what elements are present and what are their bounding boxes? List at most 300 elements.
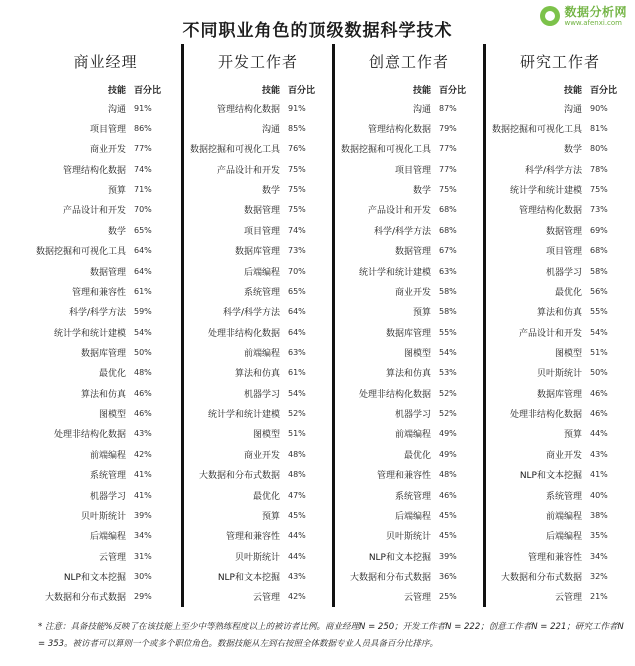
- table-row: [30, 587, 181, 607]
- skill-percent: 48%: [288, 449, 306, 459]
- skill-column-header: 技能: [261, 85, 280, 96]
- skill-name: 图模型: [252, 430, 280, 441]
- percent-column-header: 百分比: [590, 85, 618, 96]
- skill-name: 系统管理: [243, 287, 280, 298]
- table-row: [335, 444, 483, 464]
- skill-percent: 46%: [134, 409, 152, 419]
- skill-percent: 51%: [590, 347, 608, 357]
- role-heading: 创意工作者: [368, 53, 449, 71]
- table-row: [30, 118, 181, 138]
- skill-percent: 58%: [590, 266, 608, 276]
- skill-percent: 77%: [439, 144, 457, 154]
- skill-name: 科学/科学方法: [373, 226, 431, 237]
- skill-name: 贝叶斯统计: [234, 552, 280, 563]
- skill-name: 算法和仿真: [536, 308, 582, 319]
- skill-percent: 75%: [288, 185, 306, 195]
- skill-percent: 54%: [288, 388, 306, 398]
- skill-name: 贝叶斯统计: [385, 532, 431, 543]
- skill-name: 系统管理: [545, 491, 582, 502]
- table-row: [486, 322, 634, 342]
- skill-name: 管理结构化数据: [367, 125, 431, 136]
- table-row: [30, 261, 181, 281]
- skill-percent: 71%: [134, 185, 152, 195]
- table-row: [335, 302, 483, 322]
- skill-percent: 67%: [439, 246, 457, 256]
- table-row: [486, 302, 634, 322]
- skill-percent: 52%: [288, 409, 306, 419]
- skill-percent: 75%: [288, 164, 306, 174]
- skill-name: 机器学习: [89, 491, 126, 502]
- skill-percent: 77%: [134, 144, 152, 154]
- role-column: [181, 44, 332, 607]
- skill-name: 后端编程: [545, 532, 582, 543]
- skill-percent: 68%: [439, 205, 457, 215]
- table-row: [486, 220, 634, 240]
- skill-percent: 68%: [590, 246, 608, 256]
- skill-name: 管理结构化数据: [518, 206, 582, 217]
- table-row: [486, 546, 634, 566]
- skill-name: 数据挖掘和可视化工具: [340, 145, 431, 156]
- skill-name: 前端编程: [394, 430, 431, 441]
- table-row: [335, 485, 483, 505]
- skill-percent: 42%: [134, 449, 152, 459]
- skill-name: 数据管理: [545, 226, 582, 237]
- table-row: [335, 383, 483, 403]
- skill-name: NLP和文本挖掘: [368, 552, 431, 563]
- skill-name: 统计学和统计建模: [53, 328, 126, 339]
- skill-name: 大数据和分布式数据: [198, 471, 280, 482]
- skill-name: 处理非结构化数据: [53, 430, 126, 441]
- skill-percent: 40%: [590, 490, 608, 500]
- skill-percent: 41%: [134, 490, 152, 500]
- table-row: [486, 444, 634, 464]
- skill-name: 数学: [563, 145, 582, 156]
- skill-percent: 69%: [590, 225, 608, 235]
- skill-percent: 52%: [439, 409, 457, 419]
- table-row: [335, 342, 483, 362]
- skill-percent: 65%: [134, 225, 152, 235]
- skill-percent: 64%: [288, 327, 306, 337]
- percent-column-header: 百分比: [134, 85, 162, 96]
- skill-name: 管理和兼容性: [71, 287, 126, 298]
- skill-percent: 53%: [439, 368, 457, 378]
- skill-percent: 73%: [288, 246, 306, 256]
- skill-percent: 29%: [134, 592, 152, 602]
- skill-column-header: 技能: [563, 85, 582, 96]
- skill-percent: 54%: [134, 327, 152, 337]
- skill-percent: 70%: [288, 266, 306, 276]
- table-row: [30, 485, 181, 505]
- table-row: [30, 403, 181, 423]
- table-row: [335, 220, 483, 240]
- skill-percent: 61%: [288, 368, 306, 378]
- table-row: [184, 220, 332, 240]
- skill-percent: 46%: [590, 388, 608, 398]
- skill-name: 处理非结构化数据: [207, 328, 280, 339]
- role-heading: 开发工作者: [217, 53, 298, 71]
- skill-percent: 91%: [134, 103, 152, 113]
- skill-percent: 64%: [288, 307, 306, 317]
- table-row: [184, 587, 332, 607]
- skill-name: 管理结构化数据: [62, 165, 126, 176]
- skill-percent: 34%: [590, 551, 608, 561]
- skill-percent: 74%: [288, 225, 306, 235]
- skill-name: 算法和仿真: [385, 369, 431, 380]
- skill-name: NLP和文本挖掘: [519, 471, 582, 482]
- table-row: [335, 464, 483, 484]
- skill-name: 数学: [412, 186, 431, 197]
- table-row: [486, 200, 634, 220]
- table-row: [486, 281, 634, 301]
- skill-percent: 54%: [439, 347, 457, 357]
- table-row: [486, 98, 634, 118]
- skill-name: 科学/科学方法: [524, 165, 582, 176]
- table-row: [486, 485, 634, 505]
- table-row: [335, 281, 483, 301]
- role-columns: [30, 44, 635, 607]
- skill-percent: 46%: [134, 388, 152, 398]
- table-row: [486, 505, 634, 525]
- role-column: [483, 44, 634, 607]
- skill-column-header: 技能: [107, 85, 126, 96]
- skill-name: 数学: [107, 226, 126, 237]
- skill-name: 贝叶斯统计: [80, 511, 126, 522]
- table-row: [184, 98, 332, 118]
- skill-name: 处理非结构化数据: [509, 410, 582, 421]
- skill-name: 商业开发: [545, 450, 582, 461]
- skill-name: 预算: [563, 430, 582, 441]
- skill-percent: 47%: [288, 490, 306, 500]
- table-row: [184, 485, 332, 505]
- table-row: [335, 403, 483, 423]
- skill-percent: 39%: [439, 551, 457, 561]
- table-row: [184, 363, 332, 383]
- skill-percent: 35%: [590, 531, 608, 541]
- skill-name: 沟通: [563, 104, 582, 115]
- skill-percent: 79%: [439, 124, 457, 134]
- skill-name: 数据挖掘和可视化工具: [35, 247, 126, 258]
- table-row: [184, 464, 332, 484]
- table-row: [335, 587, 483, 607]
- skill-percent: 50%: [134, 347, 152, 357]
- skill-name: 产品设计和开发: [216, 165, 280, 176]
- skill-percent: 44%: [590, 429, 608, 439]
- skill-percent: 73%: [590, 205, 608, 215]
- skill-percent: 49%: [439, 429, 457, 439]
- table-row: [30, 566, 181, 586]
- table-row: [30, 342, 181, 362]
- column-header-row: [30, 80, 181, 98]
- table-row: [335, 261, 483, 281]
- skill-name: 管理和兼容性: [225, 532, 280, 543]
- skill-percent: 55%: [439, 327, 457, 337]
- skill-name: 数据挖掘和可视化工具: [491, 125, 582, 136]
- table-row: [184, 383, 332, 403]
- role-heading: 商业经理: [73, 53, 138, 71]
- skill-name: NLP和文本挖掘: [217, 572, 280, 583]
- skill-name: 前端编程: [89, 450, 126, 461]
- table-row: [184, 566, 332, 586]
- skill-percent: 45%: [439, 531, 457, 541]
- skill-percent: 75%: [288, 205, 306, 215]
- skill-name: NLP和文本挖掘: [63, 572, 126, 583]
- table-row: [486, 566, 634, 586]
- table-row: [486, 363, 634, 383]
- skill-percent: 56%: [590, 286, 608, 296]
- table-row: [335, 424, 483, 444]
- skill-percent: 70%: [134, 205, 152, 215]
- table-row: [335, 363, 483, 383]
- role-column: [332, 44, 483, 607]
- table-row: [184, 403, 332, 423]
- skill-percent: 76%: [288, 144, 306, 154]
- table-row: [30, 200, 181, 220]
- table-row: [335, 526, 483, 546]
- skill-name: 处理非结构化数据: [358, 389, 431, 400]
- skill-percent: 90%: [590, 103, 608, 113]
- skill-name: 商业开发: [243, 450, 280, 461]
- skill-percent: 31%: [134, 551, 152, 561]
- table-row: [335, 179, 483, 199]
- skill-name: 产品设计和开发: [367, 206, 431, 217]
- skill-name: 预算: [107, 186, 126, 197]
- skill-name: 管理和兼容性: [527, 552, 582, 563]
- skill-percent: 30%: [134, 571, 152, 581]
- table-row: [30, 302, 181, 322]
- skill-percent: 63%: [288, 347, 306, 357]
- table-row: [30, 98, 181, 118]
- table-row: [486, 159, 634, 179]
- skill-percent: 81%: [590, 124, 608, 134]
- skill-percent: 43%: [288, 571, 306, 581]
- table-row: [486, 587, 634, 607]
- skill-percent: 54%: [590, 327, 608, 337]
- page-title: 不同职业角色的顶级数据科学技术: [182, 21, 453, 41]
- skill-name: 数据库管理: [536, 389, 582, 400]
- table-row: [184, 241, 332, 261]
- table-row: [486, 383, 634, 403]
- percent-column-header: 百分比: [288, 85, 316, 96]
- table-row: [335, 241, 483, 261]
- table-row: [184, 424, 332, 444]
- table-row: [486, 424, 634, 444]
- table-row: [184, 200, 332, 220]
- skill-percent: 51%: [288, 429, 306, 439]
- skill-percent: 65%: [288, 286, 306, 296]
- skill-percent: 64%: [134, 246, 152, 256]
- skill-percent: 38%: [590, 510, 608, 520]
- table-row: [30, 546, 181, 566]
- skill-percent: 55%: [590, 307, 608, 317]
- footnote: * 注意：具备技能%反映了在该技能上至少中等熟练程度以上的被访者比例。商业经理N = 250；开发工作者N = 222；创意工作者N = 221；研究工作者N = 353。被访者可以算则一个或多个职位角色。数据技能从左到右按照全体数据专业人员具备百分比排序。: [38, 622, 624, 649]
- skill-name: 大数据和分布式数据: [500, 572, 582, 583]
- skill-percent: 45%: [439, 510, 457, 520]
- table-row: [30, 179, 181, 199]
- skill-name: 算法和仿真: [80, 389, 126, 400]
- skill-percent: 78%: [590, 164, 608, 174]
- skill-name: 项目管理: [545, 247, 582, 258]
- skill-name: 管理结构化数据: [216, 104, 280, 115]
- skill-percent: 49%: [439, 449, 457, 459]
- table-row: [335, 566, 483, 586]
- table-row: [30, 464, 181, 484]
- table-row: [335, 322, 483, 342]
- table-row: [335, 139, 483, 159]
- skill-name: 预算: [261, 511, 280, 522]
- skill-name: 产品设计和开发: [518, 328, 582, 339]
- skill-percent: 44%: [288, 551, 306, 561]
- skill-name: 数据管理: [394, 247, 431, 258]
- skill-name: 商业开发: [394, 287, 431, 298]
- skill-percent: 46%: [439, 490, 457, 500]
- skill-name: 前端编程: [243, 348, 280, 359]
- table-row: [184, 302, 332, 322]
- skill-percent: 45%: [288, 510, 306, 520]
- skill-name: 系统管理: [89, 471, 126, 482]
- skill-percent: 48%: [439, 470, 457, 480]
- skill-name: 云管理: [554, 593, 582, 604]
- logo-url: www.afenxi.com: [564, 18, 623, 27]
- skill-percent: 43%: [590, 449, 608, 459]
- table-row: [486, 526, 634, 546]
- skill-percent: 86%: [134, 124, 152, 134]
- table-row: [30, 241, 181, 261]
- skill-percent: 64%: [134, 266, 152, 276]
- table-row: [335, 546, 483, 566]
- skill-name: 后端编程: [394, 511, 431, 522]
- skill-percent: 77%: [439, 164, 457, 174]
- skill-name: 沟通: [261, 125, 280, 136]
- skill-name: 云管理: [252, 593, 280, 604]
- skill-name: 数据库管理: [80, 348, 126, 359]
- skill-percent: 58%: [439, 286, 457, 296]
- table-row: [184, 118, 332, 138]
- table-row: [335, 118, 483, 138]
- skill-percent: 68%: [439, 225, 457, 235]
- skill-name: 大数据和分布式数据: [349, 572, 431, 583]
- skill-name: 最优化: [403, 450, 431, 461]
- skill-percent: 75%: [590, 185, 608, 195]
- skill-percent: 41%: [590, 470, 608, 480]
- role-heading: 研究工作者: [519, 53, 600, 71]
- table-row: [184, 342, 332, 362]
- skill-percent: 48%: [134, 368, 152, 378]
- table-row: [184, 322, 332, 342]
- skill-percent: 41%: [134, 470, 152, 480]
- skill-name: 统计学和统计建模: [207, 410, 280, 421]
- skill-name: 云管理: [98, 552, 126, 563]
- table-row: [184, 505, 332, 525]
- skill-percent: 50%: [590, 368, 608, 378]
- table-row: [30, 281, 181, 301]
- skill-name: 项目管理: [89, 125, 126, 136]
- skill-name: 后端编程: [89, 532, 126, 543]
- table-row: [486, 342, 634, 362]
- skill-percent: 59%: [134, 307, 152, 317]
- skill-name: 数据库管理: [385, 328, 431, 339]
- skill-percent: 43%: [134, 429, 152, 439]
- skill-name: 最优化: [554, 287, 582, 298]
- table-row: [184, 261, 332, 281]
- skill-percent: 34%: [134, 531, 152, 541]
- skill-name: 大数据和分布式数据: [44, 593, 126, 604]
- table-row: [30, 139, 181, 159]
- column-header-row: [184, 80, 332, 98]
- skill-name: 产品设计和开发: [62, 206, 126, 217]
- skill-name: 图模型: [403, 348, 431, 359]
- skill-name: 算法和仿真: [234, 369, 280, 380]
- skill-name: 数学: [261, 186, 280, 197]
- table-row: [335, 200, 483, 220]
- table-row: [486, 464, 634, 484]
- skill-percent: 87%: [439, 103, 457, 113]
- table-row: [30, 322, 181, 342]
- table-row: [30, 383, 181, 403]
- table-row: [30, 505, 181, 525]
- skill-name: 机器学习: [545, 267, 582, 278]
- table-row: [486, 118, 634, 138]
- skill-name: 数据挖掘和可视化工具: [189, 145, 280, 156]
- table-row: [30, 424, 181, 444]
- percent-column-header: 百分比: [439, 85, 467, 96]
- skill-name: 系统管理: [394, 491, 431, 502]
- skill-name: 商业开发: [89, 145, 126, 156]
- skill-name: 项目管理: [243, 226, 280, 237]
- table-row: [335, 98, 483, 118]
- table-row: [335, 159, 483, 179]
- skill-name: 预算: [412, 308, 431, 319]
- skill-name: 数据管理: [89, 267, 126, 278]
- skill-percent: 46%: [590, 409, 608, 419]
- skill-percent: 39%: [134, 510, 152, 520]
- skill-percent: 42%: [288, 592, 306, 602]
- skill-column-header: 技能: [412, 85, 431, 96]
- table-row: [184, 281, 332, 301]
- skill-percent: 63%: [439, 266, 457, 276]
- skill-name: 云管理: [403, 593, 431, 604]
- skill-name: 最优化: [98, 369, 126, 380]
- skill-name: 统计学和统计建模: [358, 267, 431, 278]
- column-header-row: [335, 80, 483, 98]
- skill-name: 沟通: [412, 104, 431, 115]
- role-column: [30, 44, 181, 607]
- table-row: [486, 179, 634, 199]
- table-row: [30, 444, 181, 464]
- table-row: [30, 220, 181, 240]
- table-row: [184, 526, 332, 546]
- table-row: [184, 179, 332, 199]
- skill-name: 后端编程: [243, 267, 280, 278]
- skill-name: 机器学习: [394, 410, 431, 421]
- skill-percent: 52%: [439, 388, 457, 398]
- table-row: [30, 526, 181, 546]
- skill-percent: 58%: [439, 307, 457, 317]
- skill-name: 数据库管理: [234, 247, 280, 258]
- skill-percent: 32%: [590, 571, 608, 581]
- table-row: [486, 261, 634, 281]
- skill-name: 最优化: [252, 491, 280, 502]
- skill-name: 数据管理: [243, 206, 280, 217]
- skill-percent: 74%: [134, 164, 152, 174]
- table-row: [335, 505, 483, 525]
- skill-percent: 48%: [288, 470, 306, 480]
- skill-percent: 36%: [439, 571, 457, 581]
- skill-name: 统计学和统计建模: [509, 186, 582, 197]
- skill-name: 管理和兼容性: [376, 471, 431, 482]
- skill-name: 贝叶斯统计: [536, 369, 582, 380]
- skill-percent: 44%: [288, 531, 306, 541]
- skill-percent: 21%: [590, 592, 608, 602]
